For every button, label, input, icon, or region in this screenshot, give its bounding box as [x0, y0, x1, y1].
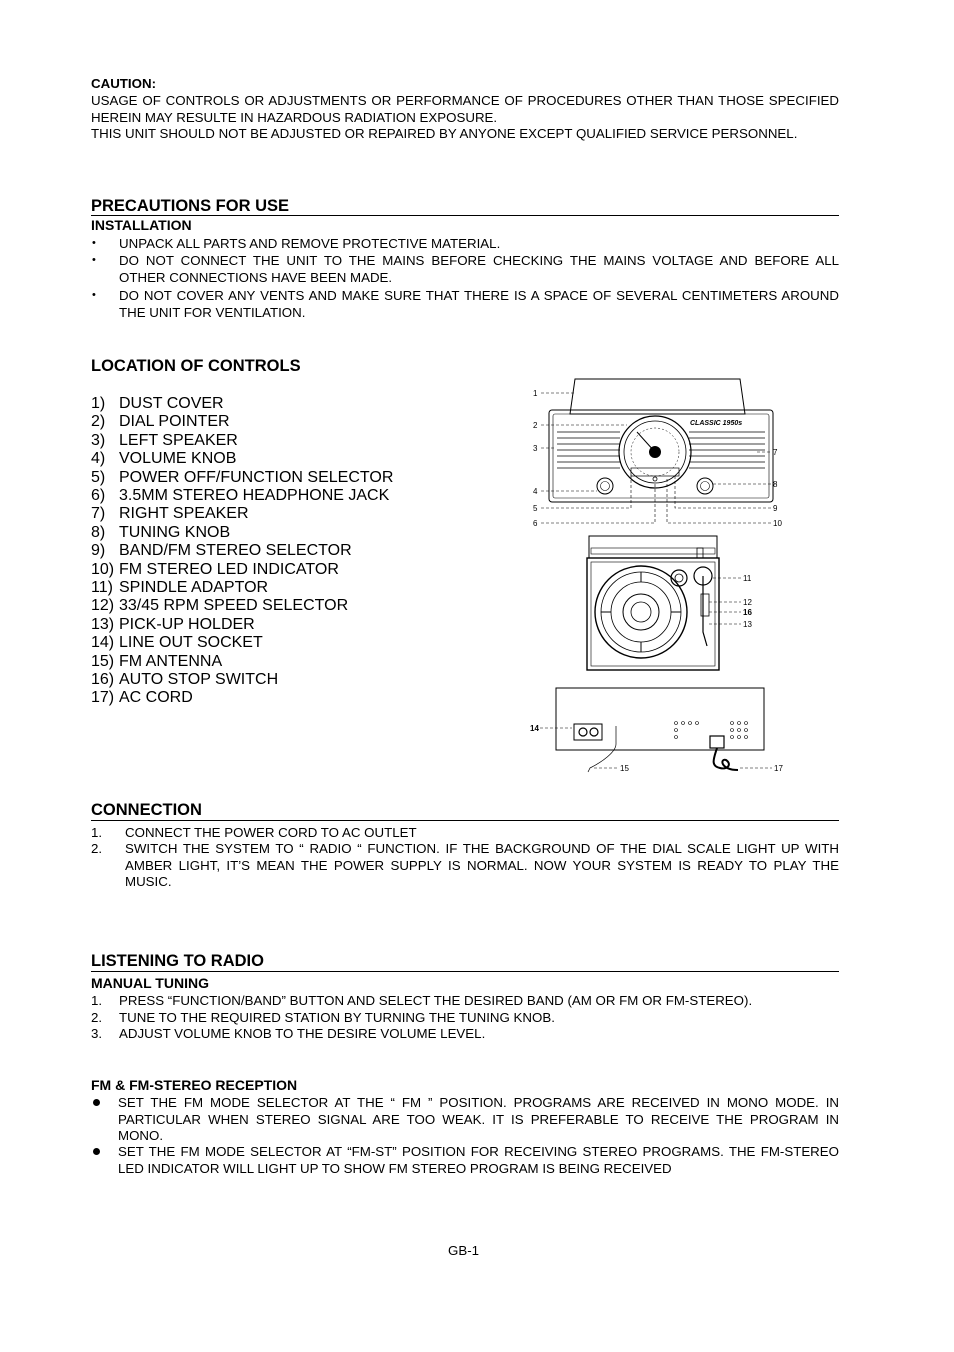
spindle-adaptor[interactable]: [671, 570, 687, 586]
list-item: 16) AUTO STOP SWITCH: [91, 671, 279, 688]
list-number: 1.: [91, 993, 103, 1008]
callout-label: 2: [533, 421, 538, 430]
list-item: DO NOT COVER ANY VENTS AND MAKE SURE THAT THERE IS A SPACE OF SEVERAL CENTIMETERS AROUND THE UNIT FOR VENTILATION.: [119, 288, 839, 320]
selector-panel: [631, 468, 679, 476]
callout-label: 16: [743, 608, 752, 617]
caution-text-1: USAGE OF CONTROLS OR ADJUSTMENTS OR PERFORMANCE OF PROCEDURES OTHER THAN THOSE SPECIFIED HEREIN MAY RESULTE IN HAZARDOUS RADIATION EXPOSURE.: [91, 93, 839, 125]
list-number: 1.: [91, 825, 103, 840]
callout-label: 8: [773, 480, 778, 489]
controls-heading: LOCATION OF CONTROLS: [91, 357, 301, 375]
tuning-knob[interactable]: [697, 478, 713, 494]
list-item: 11) SPINDLE ADAPTOR: [91, 579, 269, 596]
list-item: 13) PICK-UP HOLDER: [91, 615, 255, 633]
list-item: 14) LINE OUT SOCKET: [91, 634, 263, 652]
list-item: UNPACK ALL PARTS AND REMOVE PROTECTIVE MATERIAL.: [119, 236, 501, 251]
list-item: 9) BAND/FM STEREO SELECTOR: [91, 542, 352, 560]
fm-reception-subheading: FM & FM-STEREO RECEPTION: [91, 1077, 298, 1093]
ac-cord: [714, 748, 738, 770]
list-item: 2) DIAL POINTER: [91, 413, 230, 431]
bullet-dot: [93, 1099, 100, 1106]
list-item: ADJUST VOLUME KNOB TO THE DESIRE VOLUME LEVEL.: [119, 1026, 486, 1041]
list-number: 3.: [91, 1026, 103, 1041]
page-number: GB-1: [448, 1243, 480, 1258]
volume-knob[interactable]: [597, 478, 613, 494]
callout-label: 12: [743, 598, 752, 607]
dust-cover-shape: [570, 379, 745, 414]
list-item: SET THE FM MODE SELECTOR AT THE “ FM ” POSITION. PROGRAMS ARE RECEIVED IN MONO MODE. IN PARTICULAR WHEN STEREO SIGNAL ARE TOO WEAK. IT IS PREFERABLE TO RECEIVE THE PROGRAM IN MONO.: [118, 1095, 839, 1144]
callout-label: 15: [620, 764, 629, 773]
headphone-jack: [653, 477, 657, 481]
list-item: 5) POWER OFF/FUNCTION SELECTOR: [91, 468, 394, 486]
front-view-diagram: [525, 376, 795, 531]
bullet: •: [92, 289, 96, 301]
callout-label: 17: [774, 764, 783, 773]
list-item: 4) VOLUME KNOB: [91, 450, 237, 468]
speed-selector[interactable]: [701, 594, 709, 616]
list-item: 3) LEFT SPEAKER: [91, 431, 238, 449]
top-view-diagram: [585, 534, 765, 672]
list-item: CONNECT THE POWER CORD TO AC OUTLET: [125, 825, 417, 840]
ac-cord-inlet: [710, 736, 724, 748]
callout-lines: [540, 728, 772, 768]
list-item: SET THE FM MODE SELECTOR AT “FM-ST” POSITION FOR RECEIVING STEREO PROGRAMS. THE FM-STEREO LED INDICATOR WILL LIGHT UP TO SHOW FM STEREO PROGRAM IS BEING RECEIVED: [118, 1144, 839, 1176]
callout-lines: [541, 393, 771, 523]
left-speaker-grille: [557, 432, 620, 468]
callout-lines: [709, 578, 741, 624]
callout-label: 6: [533, 519, 538, 528]
section-rule: [91, 215, 839, 216]
callout-label: 11: [743, 574, 752, 583]
turntable-base: [587, 558, 719, 670]
tonearm[interactable]: [703, 576, 707, 646]
list-item: 8) TUNING KNOB: [91, 523, 231, 541]
bullet: •: [92, 254, 96, 266]
callout-label: 3: [533, 444, 538, 453]
caution-text-2: THIS UNIT SHOULD NOT BE ADJUSTED OR REPAIRED BY ANYONE EXCEPT QUALIFIED SERVICE PERSONNEL.: [91, 126, 798, 141]
callout-label: 14: [530, 724, 539, 733]
callout-label: 10: [773, 519, 782, 528]
bullet-dot: [93, 1148, 100, 1155]
dust-cover-hinge: [589, 536, 717, 558]
callout-label: 9: [773, 504, 778, 513]
list-item: 6) 3.5MM STEREO HEADPHONE JACK: [91, 487, 390, 504]
list-item: 12) 33/45 RPM SPEED SELECTOR: [91, 597, 349, 615]
dial-center: [649, 446, 661, 458]
installation-subheading: INSTALLATION: [91, 217, 192, 233]
right-speaker-grille: [689, 432, 765, 468]
radio-heading: LISTENING TO RADIO: [91, 952, 264, 970]
list-number: 2.: [91, 841, 103, 856]
list-item: 7) RIGHT SPEAKER: [91, 505, 249, 523]
callout-label: 1: [533, 389, 538, 398]
connection-heading: CONNECTION: [91, 801, 202, 819]
section-rule: [91, 820, 839, 821]
list-item: 10) FM STEREO LED INDICATOR: [91, 560, 339, 578]
list-item: SWITCH THE SYSTEM TO “ RADIO “ FUNCTION. IF THE BACKGROUND OF THE DIAL SCALE LIGHT UP WITH AMBER LIGHT, IT’S MEAN THE POWER SUPPLY IS NORMAL. NOW YOUR SYSTEM IS READY TO PLAY THE MUSIC.: [125, 841, 839, 890]
caution-title: CAUTION:: [91, 76, 156, 91]
list-item: 17) AC CORD: [91, 689, 193, 707]
rear-panel: [556, 688, 764, 750]
callout-label: 4: [533, 487, 538, 496]
manual-tuning-subheading: MANUAL TUNING: [91, 975, 209, 991]
callout-label: 13: [743, 620, 752, 629]
list-item: 1) DUST COVER: [91, 395, 224, 412]
list-item: TUNE TO THE REQUIRED STATION BY TURNING THE TUNING KNOB.: [119, 1010, 555, 1025]
brand-logo: CLASSIC 1950s: [690, 420, 743, 427]
list-item: DO NOT CONNECT THE UNIT TO THE MAINS BEFORE CHECKING THE MAINS VOLTAGE AND BEFORE ALL OTHER CONNECTIONS HAVE BEEN MADE.: [119, 253, 839, 285]
list-item: 15) FM ANTENNA: [91, 652, 223, 670]
rear-view-diagram: [528, 686, 798, 778]
section-rule: [91, 971, 839, 972]
bullet: •: [92, 237, 96, 249]
precautions-heading: PRECAUTIONS FOR USE: [91, 197, 290, 215]
callout-label: 7: [773, 448, 778, 457]
callout-label: 5: [533, 504, 538, 513]
list-item: PRESS “FUNCTION/BAND” BUTTON AND SELECT THE DESIRED BAND (AM OR FM OR FM-STEREO).: [119, 993, 753, 1008]
list-number: 2.: [91, 1010, 103, 1025]
